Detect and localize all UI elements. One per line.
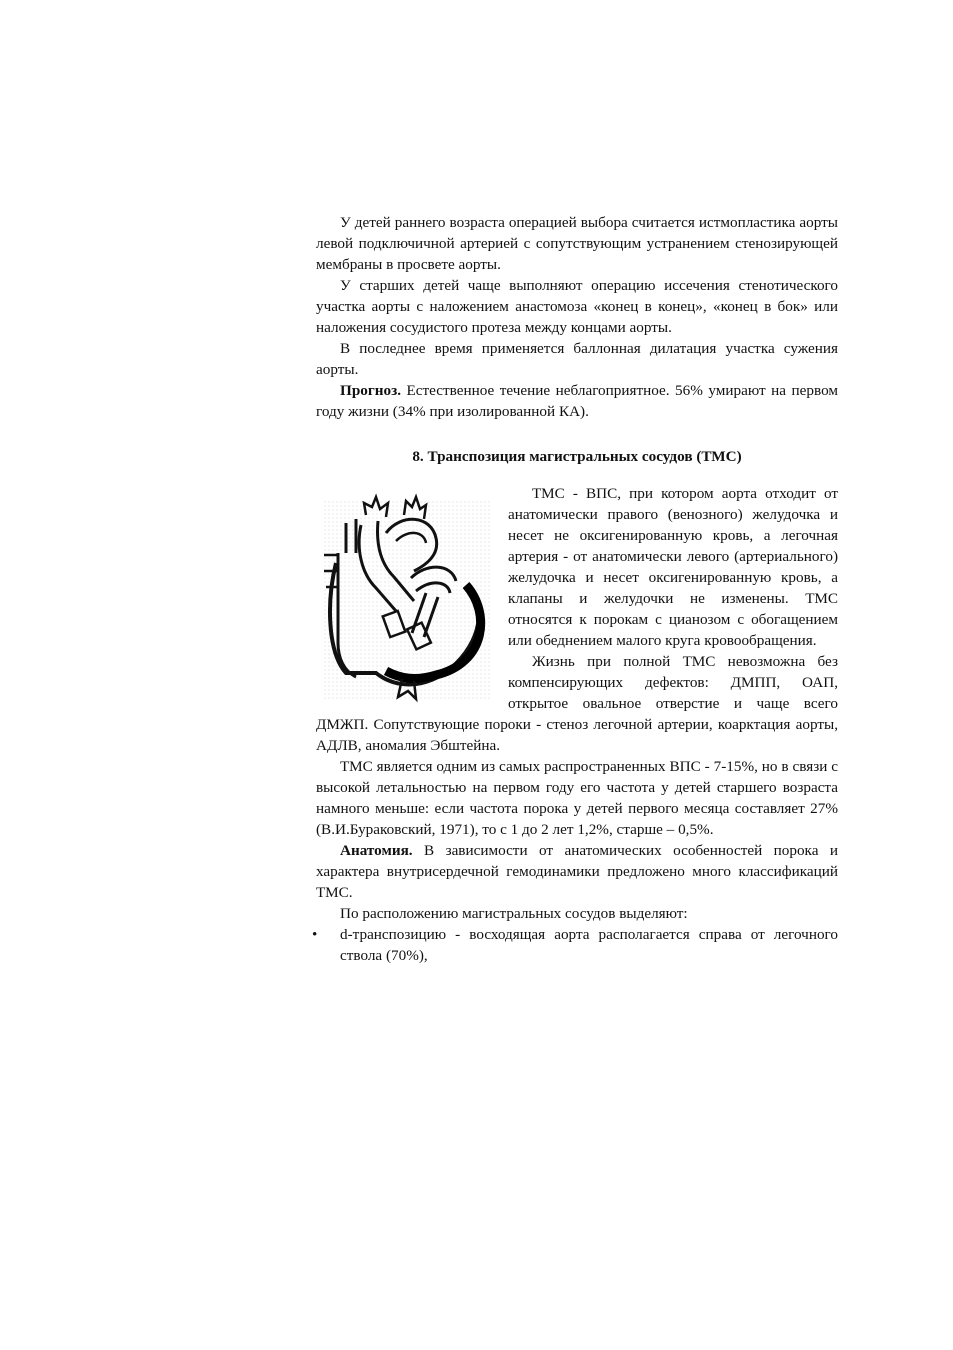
paragraph-position-intro: По расположению магистральных сосудов выделяют:: [340, 905, 688, 922]
bullet-marker: •: [312, 926, 318, 943]
paragraph-tms-compensation: Жизнь при полной ТМС невозможна без компенсирующих дефектов: ДМПП, ОАП, открытое овальное отверстие и чаще всего ДМЖП. Сопутствующие пороки - стеноз легочной артерии, коарктация аорты, АДЛВ, аномалия Эбштейна.: [316, 653, 838, 754]
prognosis-text: Естественное течение неблагоприятное. 56% умирают на первом году жизни (34% при изолированной КА).: [316, 382, 838, 420]
list-item: [312, 924, 838, 966]
tms-figure-block: [316, 483, 838, 756]
anatomy-text: В зависимости от анатомических особенностей порока и характера внутрисердечной гемодинамики предложено много классификаций ТМС.: [316, 842, 838, 901]
paragraph-balloon: В последнее время применяется баллонная дилатация участка сужения аорты.: [316, 340, 838, 378]
paragraph-prognosis: [316, 380, 838, 422]
document-page: [312, 212, 838, 966]
paragraph-anatomy: [316, 840, 838, 903]
paragraph-isthmoplasty: У детей раннего возраста операцией выбора считается истмопластика аорты левой подключичной артерией с сопутствующим устранением стенозирующей мембраны в просвете аорты.: [316, 214, 838, 273]
section-heading: 8. Транспозиция магистральных сосудов (ТМС): [412, 448, 742, 465]
prognosis-label: Прогноз.: [340, 382, 401, 399]
anatomy-label: Анатомия.: [340, 842, 413, 859]
paragraph-resection: У старших детей чаще выполняют операцию иссечения стенотического участка аорты с наложением анастомоза «конец в конец», «конец в бок» или наложения сосудистого протеза между концами аорты.: [316, 277, 838, 336]
paragraph-tms-definition: ТМС - ВПС, при котором аорта отходит от анатомически правого (венозного) желудочка и несет не оксигенированную кровь, а легочная артерия - от анатомически левого (артериального) желудочка и несет оксигенированную кровь, а клапаны и желудочки не изменены. ТМС относятся к порокам с цианозом с обогащением или обеднением малого круга кровообращения.: [508, 485, 838, 649]
bullet-text: d-транспозицию - восходящая аорта располагается справа от легочного ствола (70%),: [340, 926, 838, 964]
paragraph-frequency: ТМС является одним из самых распространенных ВПС - 7-15%, но в связи с высокой летальностью на первом году его частота у детей старшего возраста намного меньше: если частота порока у детей первого месяца составляет 27% (В.И.Бураковский, 1971), то с 1 до 2 лет 1,2%, старше – 0,5%.: [316, 758, 838, 838]
heart-diagram-icon: [316, 493, 494, 705]
